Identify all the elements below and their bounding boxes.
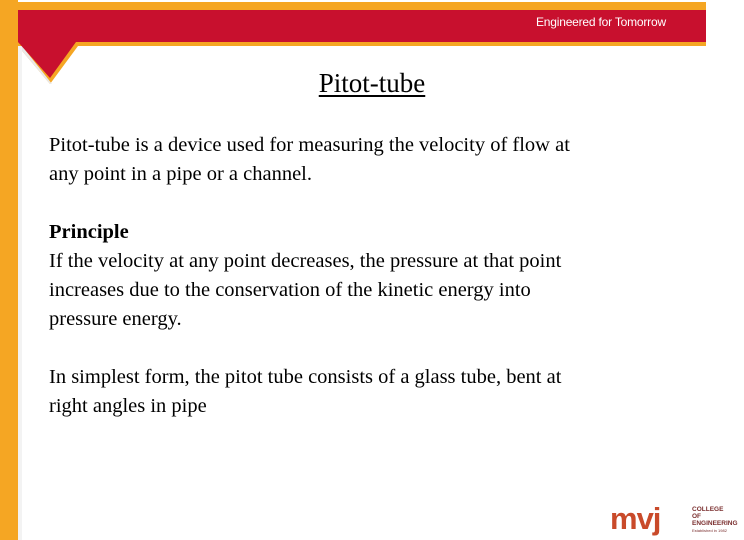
logo-line-2: ENGINEERING: [692, 520, 738, 527]
logo-wordmark: mvj: [610, 501, 661, 536]
spacer: [49, 189, 689, 218]
principle-line-3: pressure energy.: [49, 308, 182, 330]
left-inner-shade: [18, 46, 22, 540]
form-line-1: In simplest form, the pitot tube consists of a glass tube, bent at: [49, 366, 562, 388]
intro-line-1: Pitot-tube is a device used for measuring the velocity of flow at: [49, 134, 570, 156]
slide-body: [49, 131, 689, 421]
logo-subtitle: [692, 506, 738, 534]
intro-line-2: any point in a pipe or a channel.: [49, 163, 312, 185]
principle-heading: Principle: [49, 221, 129, 243]
principle-line-1: If the velocity at any point decreases, the pressure at that point: [49, 250, 562, 272]
principle-line-2: increases due to the conservation of the kinetic energy into: [49, 279, 531, 301]
spacer: [49, 334, 689, 363]
college-logo: [610, 501, 738, 540]
form-line-2: right angles in pipe: [49, 395, 207, 417]
logo-line-3: Established in 1982: [692, 528, 727, 533]
logo-line-1: COLLEGE OF: [692, 506, 724, 520]
slide-title: Pitot-tube: [318, 68, 426, 98]
header-tagline: Engineered for Tomorrow: [536, 15, 666, 29]
